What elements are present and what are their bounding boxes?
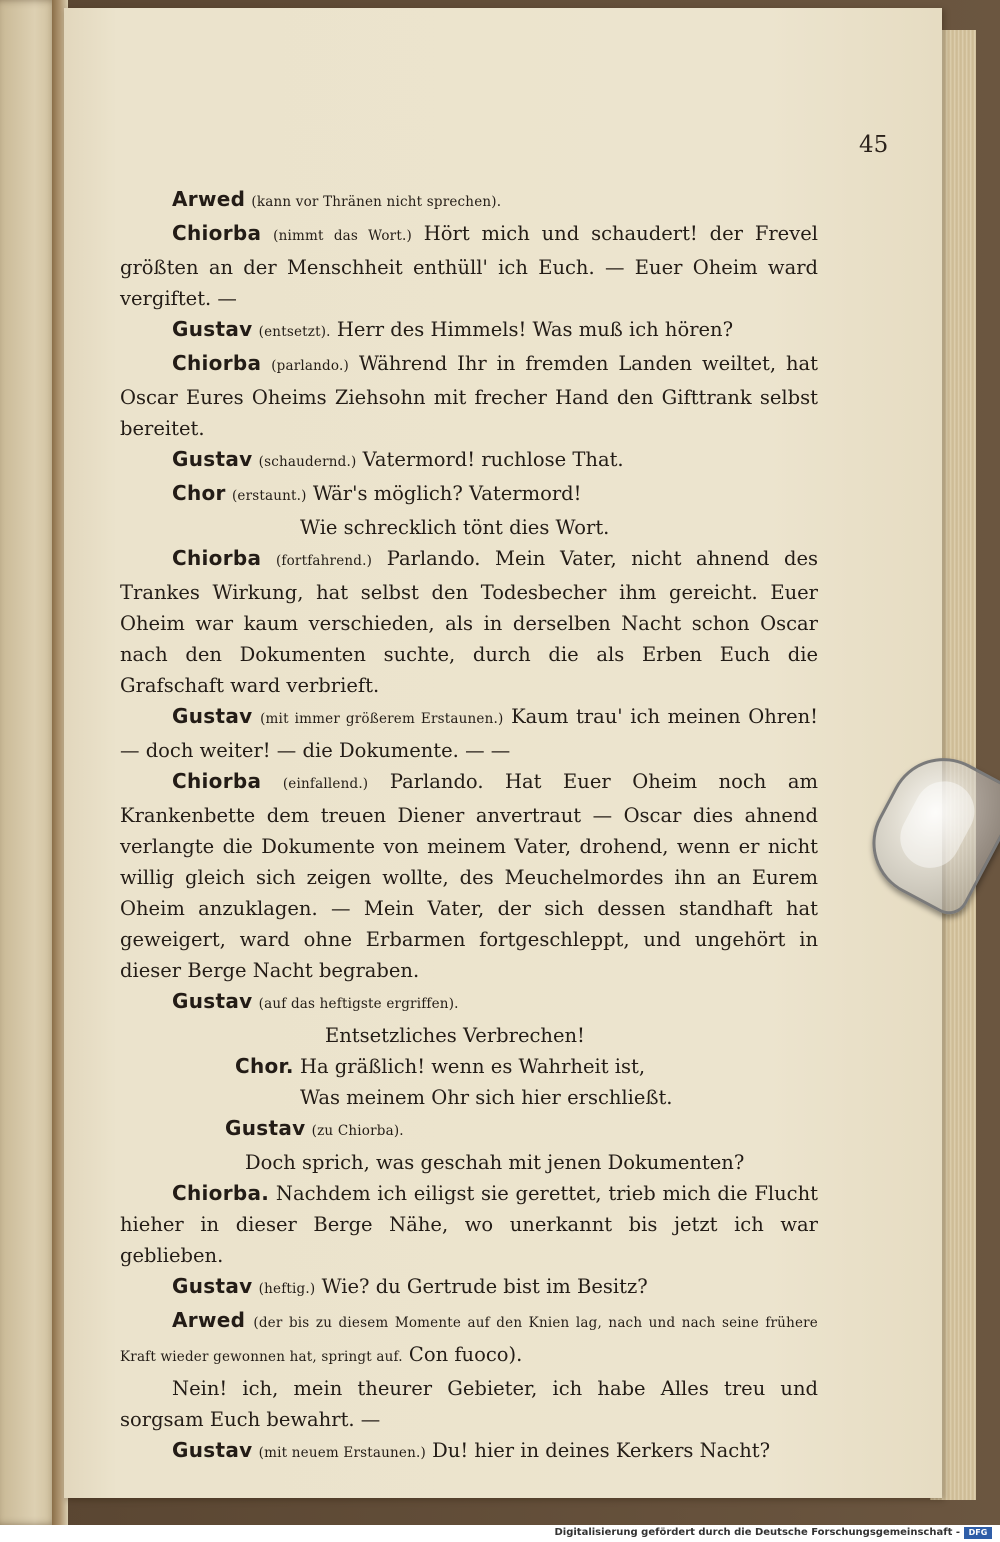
footer-funding-note: Digitalisierung gefördert durch die Deutsche Forschungsgemeinschaft - [554, 1527, 960, 1538]
stage-direction: (erstaunt.) [231, 488, 307, 504]
speaker-name: Chiorba [172, 351, 262, 375]
line-gustav-7 [120, 1435, 818, 1469]
dialogue-text: Du! hier in deines Kerkers Nacht? [432, 1439, 771, 1462]
speaker-name: Gustav [172, 1438, 253, 1462]
dialogue-text: Wär's möglich? Vatermord! [312, 482, 582, 505]
line-chiorba-2 [120, 348, 818, 444]
dfg-logo-icon: DFG [964, 1527, 992, 1539]
line-gustav-5 [120, 1113, 818, 1147]
line-chor-1 [120, 478, 818, 512]
speaker-name: Gustav [172, 989, 253, 1013]
stage-direction: (einfallend.) [282, 776, 369, 792]
line-chor-2 [120, 1051, 818, 1082]
verse-line: Wie schrecklich tönt dies Wort. [300, 516, 610, 539]
line-arwed-1 [120, 184, 818, 218]
verse-line: Was meinem Ohr sich hier erschließt. [300, 1086, 673, 1109]
verse-line: Doch sprich, was geschah mit jenen Dokumenten? [245, 1151, 745, 1174]
line-gustav-1 [120, 314, 818, 348]
glass-highlight [890, 771, 985, 879]
dialogue-text: Nachdem ich eiligst sie gerettet, trieb mich die Flucht hieher in dieser Berge Nähe, wo unerkannt bis jetzt ich war geblieben. [120, 1182, 818, 1267]
line-chiorba-5 [120, 1178, 818, 1271]
speaker-name: Arwed [172, 187, 246, 211]
stage-direction: (zu Chiorba). [311, 1123, 404, 1139]
line-chiorba-3 [120, 543, 818, 701]
line-chiorba-1 [120, 218, 818, 314]
stage-direction: (schaudernd.) [258, 454, 357, 470]
speaker-name: Gustav [172, 704, 253, 728]
line-chiorba-4 [120, 766, 818, 986]
speaker-name: Gustav [225, 1116, 306, 1140]
stage-direction: (parlando.) [271, 358, 349, 374]
page-number: 45 [859, 132, 889, 158]
speaker-name: Gustav [172, 1274, 253, 1298]
speaker-name: Chiorba [172, 221, 262, 245]
speaker-name: Arwed [172, 1308, 246, 1332]
stage-direction: (entsetzt). [258, 324, 331, 340]
speaker-name: Chor. [235, 1054, 294, 1078]
speaker-name: Chiorba [172, 769, 262, 793]
stage-direction: (nimmt das Wort.) [273, 228, 412, 244]
tempo-marking: Con fuoco). [408, 1343, 523, 1366]
text-body [120, 184, 818, 1469]
dialogue-text: Parlando. Mein Vater, nicht ahnend des Trankes Wirkung, hat selbst den Todesbecher ihm gereicht. Euer Oheim war kaum verschieden, als in derselben Nacht schon Oscar nach den Dokumenten suchte, durch die als Erben Euch die Grafschaft ward verbrieft. [120, 547, 819, 697]
line-arwed-2 [120, 1305, 818, 1373]
dialogue-text: Hört mich und schaudert! der Frevel größten an der Menschheit enthüll' ich Euch. — Euer Oheim ward vergiftet. — [120, 222, 819, 310]
speaker-name: Gustav [172, 447, 253, 471]
line-gustav-4 [120, 986, 818, 1020]
dialogue-text: Parlando. Hat Euer Oheim noch am Krankenbette dem treuen Diener anvertraut — Oscar dies ahnend verlangte die Dokumente von meinem Vater, drohend, wenn er nicht willig gleich sich zeigen wollte, des Meuchelmordes ihn an Eurem Oheim anzuklagen. — Mein Vater, der sich dessen standhaft hat geweigert, ward ohne Erbarmen fortgeschleppt, und ungehört in dieser Berge Nacht begraben. [120, 770, 819, 982]
stage-direction: (mit immer größerem Erstaunen.) [260, 711, 504, 727]
verse-line: Entsetzliches Verbrechen! [325, 1024, 585, 1047]
dialogue-text: Kaum trau' ich meinen Ohren! — doch weiter! — die Dokumente. — — [120, 705, 819, 762]
speaker-name: Chor [172, 481, 226, 505]
speaker-name: Chiorba. [172, 1181, 270, 1205]
line-arwed-2-text: Nein! ich, mein theurer Gebieter, ich habe Alles treu und sorgsam Euch bewahrt. — [120, 1377, 818, 1431]
dialogue-text: Ha gräßlich! wenn es Wahrheit ist, [299, 1055, 646, 1078]
stage-direction: (heftig.) [258, 1281, 316, 1297]
stage-direction: (mit neuem Erstaunen.) [258, 1445, 426, 1461]
line-gustav-6 [120, 1271, 818, 1305]
line-gustav-3 [120, 701, 818, 766]
speaker-name: Chiorba [172, 546, 262, 570]
dialogue-text: Während Ihr in fremden Landen weiltet, hat Oscar Eures Oheims Ziehsohn mit frecher Hand den Gifttrank selbst bereitet. [120, 352, 818, 440]
speaker-name: Gustav [172, 317, 253, 341]
stage-direction: (kann vor Thränen nicht sprechen). [251, 194, 502, 210]
stage-direction: (auf das heftigste ergriffen). [258, 996, 459, 1012]
stage-direction: (fortfahrend.) [275, 553, 373, 569]
line-gustav-2 [120, 444, 818, 478]
left-page-edge [0, 0, 58, 1525]
dialogue-text: Vatermord! ruchlose That. [362, 448, 624, 471]
stage-direction: (der bis zu diesem Momente auf den Knien lag, nach und nach seine frühere Kraft wieder gewonnen hat, springt auf. [120, 1315, 818, 1365]
dialogue-text: Herr des Himmels! Was muß ich hören? [336, 318, 734, 341]
dialogue-text: Wie? du Gertrude bist im Besitz? [321, 1275, 648, 1298]
